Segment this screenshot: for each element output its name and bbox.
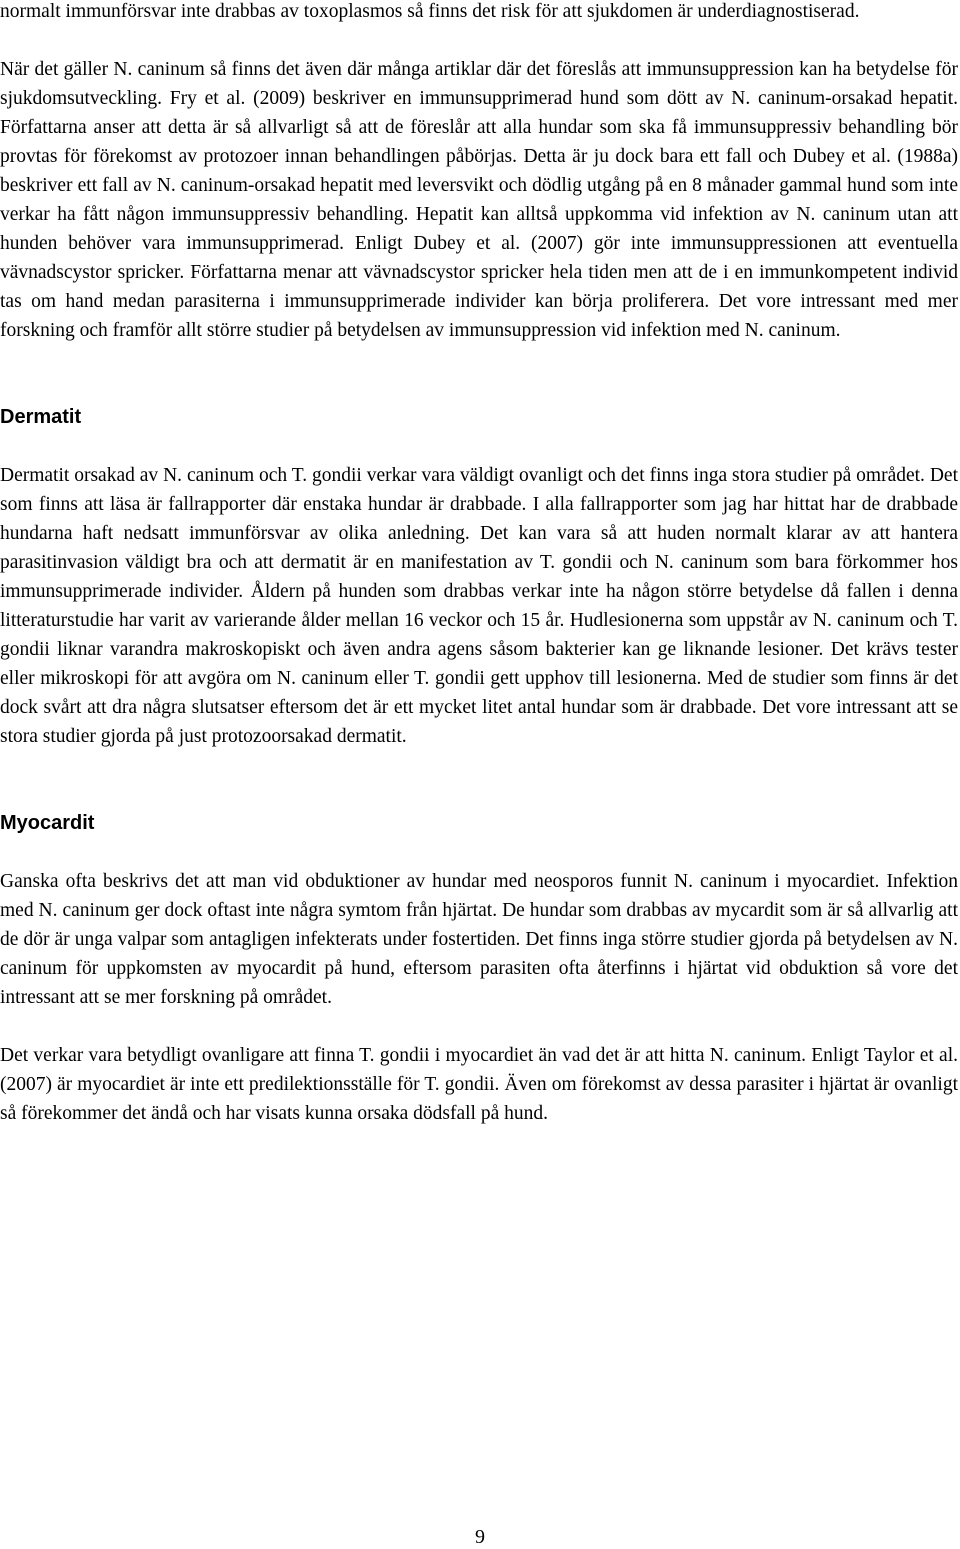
section-spacer	[0, 345, 958, 403]
section-spacer	[0, 751, 958, 809]
heading-myocardit: Myocardit	[0, 812, 95, 834]
heading-dermatit: Dermatit	[0, 406, 82, 428]
paragraph-spacer	[0, 838, 958, 867]
paragraph-caninum-immunosuppression: När det gäller N. caninum så finns det även där många artiklar där det föreslås att immunsuppression kan ha betydelse för sjukdomsutveckling. Fry et al. (2009) beskriver en immunsupprimerad hund som dött av N. caninum-orsakad hepatit. Författarna anser att detta är så allvarligt så att de föreslår att alla hundar som ska få immunsuppressiv behandling bör provtas för förekomst av protozoer innan behandlingen påbörjas. Detta är ju dock bara ett fall och Dubey et al. (1988a) beskriver ett fall av N. caninum-orsakad hepatit med leversvikt och dödlig utgång på en 8 månader gammal hund som inte verkar ha fått någon immunsuppressiv behandling. Hepatit kan alltså uppkomma vid infektion av N. caninum utan att hunden behöver vara immunsupprimerad. Enligt Dubey et al. (2007) gör inte immunsuppressionen att eventuella vävnadscystor spricker. Författarna menar att vävnadscystor spricker hela tiden men att de i en immunkompetent individ tas om hand medan parasiterna i immunsupprimerade individer kan börja proliferera. Det vore intressant med mer forskning och framför allt större studier på betydelsen av immunsuppression vid infektion med N. caninum.	[0, 59, 958, 341]
paragraph-spacer	[0, 1012, 958, 1041]
page-number: 9	[475, 1526, 485, 1548]
paragraph-myocardit-1: Ganska ofta beskrivs det att man vid obduktioner av hundar med neosporos funnit N. caninum i myocardiet. Infektion med N. caninum ger dock oftast inte några symtom från hjärtat. De hundar som drabbas av mycardit som är så allvarlig att de dör är unga valpar som antagligen infekterats under fostertiden. Det finns inga större studier gjorda på betydelsen av N. caninum för uppkomsten av myocardit på hund, eftersom parasiten ofta återfinns i hjärtat vid obduktion så vore det intressant att se mer forskning på området.	[0, 871, 958, 1008]
paragraph-spacer	[0, 26, 958, 55]
paragraph-myocardit-2: Det verkar vara betydligt ovanligare att finna T. gondii i myocardiet än vad det är att hitta N. caninum. Enligt Taylor et al. (2007) är myocardiet är inte ett predilektionsställe för T. gondii. Även om förekomst av dessa parasiter i hjärtat är ovanligt så förekommer det ändå och har visats kunna orsaka dödsfall på hund.	[0, 1045, 958, 1124]
paragraph-intro-tail: normalt immunförsvar inte drabbas av toxoplasmos så finns det risk för att sjukdomen är underdiagnostiserad.	[0, 1, 860, 22]
paragraph-spacer	[0, 432, 958, 461]
paragraph-dermatit: Dermatit orsakad av N. caninum och T. gondii verkar vara väldigt ovanligt och det finns inga stora studier på området. Det som finns att läsa är fallrapporter där enstaka hundar är drabbade. I alla fallrapporter som jag har hittat har de drabbade hundarna haft nedsatt immunförsvar av olika anledning. Det kan vara så att huden normalt klarar av att hantera parasitinvasion väldigt bra och att dermatit är en manifestation av T. gondii och N. caninum som bara förkommer hos immunsupprimerade individer. Åldern på hunden som drabbas verkar inte ha någon större betydelse då fallen i denna litteraturstudie har varit av varierande ålder mellan 16 veckor och 15 år. Hudlesionerna som uppstår av N. caninum och T. gondii liknar varandra makroskopiskt och även andra agens såsom bakterier kan ge liknande lesioner. Det krävs tester eller mikroskopi för att avgöra om N. caninum eller T. gondii gett upphov till lesionerna. Med de studier som finns är det dock svårt att dra några slutsatser eftersom det är ett mycket litet antal hundar som är drabbade. Det vore intressant att se stora studier gjorda på just protozoorsakad dermatit.	[0, 465, 958, 747]
